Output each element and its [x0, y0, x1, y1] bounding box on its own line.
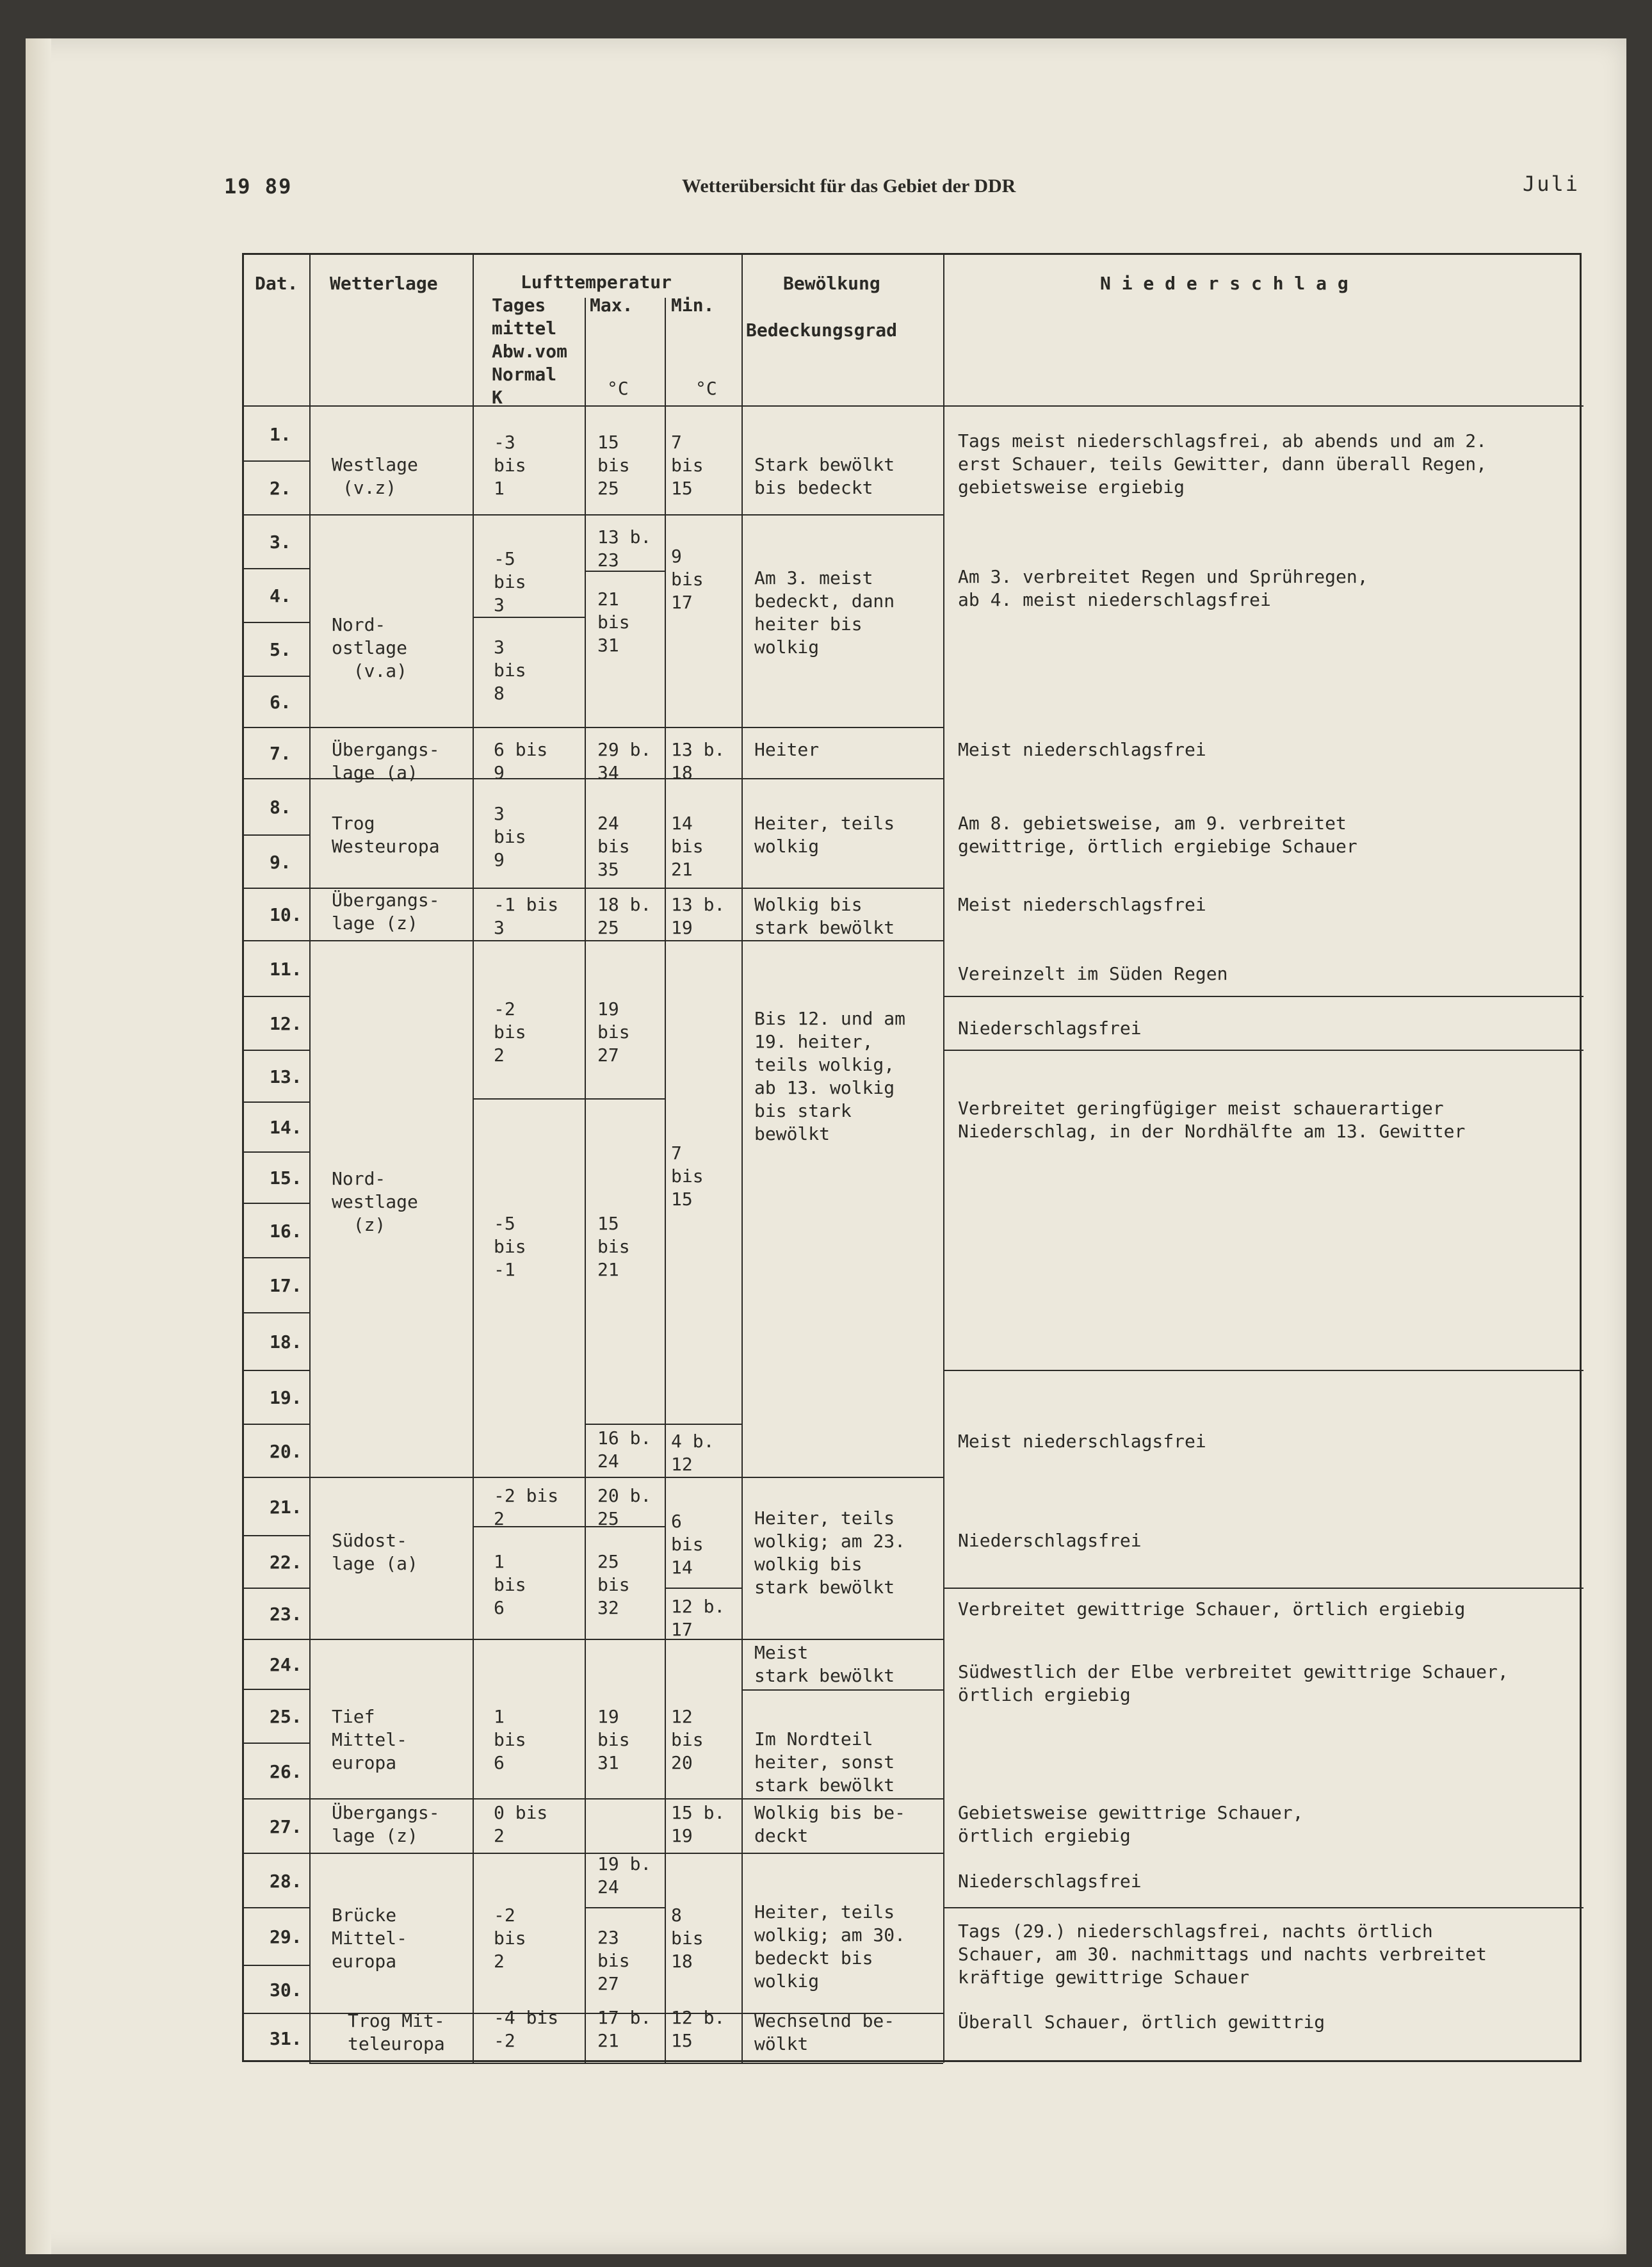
weather-situation: Übergangs- lage (a)	[332, 739, 440, 783]
max-temp: 18 b. 25	[597, 894, 652, 938]
group-divider	[309, 1798, 943, 1800]
col-divider-mean	[473, 255, 474, 2063]
precipitation: Südwestlich der Elbe verbreitet gewittrige Schauer, örtlich ergiebig	[958, 1661, 1509, 1705]
date-cell: 30.	[270, 1979, 302, 2001]
header-title: Wetterübersicht für das Gebiet der DDR	[682, 175, 1016, 197]
date-cell: 10.	[270, 904, 302, 925]
cloud-cover: Bis 12. und am 19. heiter, teils wolkig, ab 13. wolkig bis stark bewölkt	[754, 1008, 906, 1144]
header-year: 19 89	[224, 174, 293, 199]
date-row-divider	[244, 996, 309, 997]
date-cell: 20.	[270, 1440, 302, 1462]
cloud-cover: Heiter	[754, 739, 820, 760]
date-row-divider	[244, 940, 309, 941]
header-cloud: Bewölkung	[783, 273, 880, 294]
precipitation: Überall Schauer, örtlich gewittrig	[958, 2011, 1325, 2033]
date-row-divider	[244, 888, 309, 889]
date-row-divider	[244, 1203, 309, 1204]
date-row-divider	[244, 1907, 309, 1908]
date-row-divider	[244, 1370, 309, 1371]
mean-temp: -5 bis -1	[494, 1213, 526, 1280]
date-cell: 13.	[270, 1066, 302, 1087]
date-row-divider	[244, 514, 309, 516]
date-cell: 6.	[270, 692, 291, 713]
max-temp: 15 bis 21	[597, 1213, 630, 1280]
date-cell: 1.	[270, 424, 291, 445]
header-temp-max: Max.	[590, 295, 633, 316]
cloud-cover: Wolkig bis be- deckt	[754, 1802, 906, 1846]
date-cell: 31.	[270, 2028, 302, 2049]
weather-situation: Trog Westeuropa	[332, 813, 440, 857]
weather-situation: Nord- westlage (z)	[332, 1168, 418, 1235]
cloud-cover: Wechselnd be- wölkt	[754, 2010, 895, 2054]
group-divider	[309, 2063, 943, 2064]
date-cell: 18.	[270, 1331, 302, 1353]
cloud-cover: Am 3. meist bedeckt, dann heiter bis wolkig	[754, 567, 895, 658]
date-cell: 15.	[270, 1167, 302, 1189]
min-temp: 6 bis 14	[671, 1511, 704, 1578]
date-row-divider	[244, 1257, 309, 1258]
date-row-divider	[244, 834, 309, 836]
group-divider	[309, 1477, 943, 1478]
mean-temp: 6 bis 9	[494, 739, 548, 783]
date-cell: 2.	[270, 478, 291, 499]
header-unit-min: °C	[695, 378, 717, 399]
mean-temp: 1 bis 6	[494, 1551, 526, 1618]
date-row-divider	[244, 1743, 309, 1744]
precipitation: Tags meist niederschlagsfrei, ab abends und am 2. erst Schauer, teils Gewitter, dann überall Regen, gebietsweise ergiebig	[958, 430, 1487, 498]
mean-temp: -3 bis 1	[494, 432, 526, 499]
mean-temp: 3 bis 9	[494, 803, 526, 870]
date-cell: 8.	[270, 797, 291, 818]
precip-divider	[943, 1050, 1583, 1051]
cloud-cover: Heiter, teils wolkig; am 30. bedeckt bis wolkig	[754, 1901, 906, 1992]
cloud-divider	[741, 1689, 943, 1691]
mean-divider	[473, 617, 585, 618]
header-precip: N i e d e r s c h l a g	[1100, 273, 1348, 294]
weather-situation: Brücke Mittel- europa	[332, 1905, 408, 1972]
mean-temp: 1 bis 6	[494, 1706, 526, 1773]
mean-temp: -4 bis -2	[494, 2007, 559, 2051]
col-divider-precip	[943, 255, 944, 2063]
date-cell: 25.	[270, 1706, 302, 1727]
min-temp: 14 bis 21	[671, 813, 704, 880]
header-month: Juli	[1523, 172, 1580, 196]
precipitation: Am 8. gebietsweise, am 9. verbreitet gewittrige, örtlich ergiebige Schauer	[958, 813, 1357, 857]
header-cloud-sub: Bedeckungsgrad	[746, 320, 898, 341]
group-divider	[309, 1639, 943, 1640]
date-cell: 17.	[270, 1275, 302, 1296]
mean-temp: -5 bis 3	[494, 548, 526, 615]
date-row-divider	[244, 1477, 309, 1478]
min-temp: 12 bis 20	[671, 1706, 704, 1773]
precipitation: Gebietsweise gewittrige Schauer, örtlich ergiebig	[958, 1802, 1304, 1846]
max-temp: 24 bis 35	[597, 813, 630, 880]
precipitation: Niederschlagsfrei	[958, 1871, 1142, 1892]
max-temp: 19 b. 24	[597, 1853, 652, 1897]
date-row-divider	[244, 1101, 309, 1103]
mean-temp: 3 bis 8	[494, 637, 526, 704]
max-temp: 20 b. 25	[597, 1485, 652, 1529]
date-cell: 3.	[270, 532, 291, 553]
mean-temp: 0 bis 2	[494, 1802, 548, 1846]
max-divider	[585, 1907, 665, 1908]
max-temp: 29 b. 34	[597, 739, 652, 783]
precip-divider	[943, 1907, 1583, 1908]
max-temp: 19 bis 31	[597, 1706, 630, 1773]
date-cell: 16.	[270, 1220, 302, 1242]
cloud-cover: Stark bewölkt bis bedeckt	[754, 454, 895, 498]
date-cell: 21.	[270, 1496, 302, 1518]
weather-situation: Tief Mittel- europa	[332, 1706, 408, 1773]
date-row-divider	[244, 568, 309, 569]
mean-divider	[473, 1098, 585, 1100]
date-cell: 12.	[270, 1013, 302, 1034]
precipitation: Meist niederschlagsfrei	[958, 739, 1206, 760]
min-temp: 13 b. 18	[671, 739, 725, 783]
precipitation: Verbreitet gewittrige Schauer, örtlich ergiebig	[958, 1598, 1466, 1620]
date-row-divider	[244, 1535, 309, 1536]
date-row-divider	[244, 1050, 309, 1051]
date-row-divider	[244, 2013, 309, 2014]
precipitation: Verbreitet geringfügiger meist schauerartiger Niederschlag, in der Nordhälfte am 13. Gewitter	[958, 1098, 1466, 1142]
date-cell: 22.	[270, 1552, 302, 1573]
max-temp: 19 bis 27	[597, 998, 630, 1066]
max-divider	[585, 1424, 665, 1425]
mean-temp: -2 bis 2	[494, 998, 526, 1066]
precipitation: Meist niederschlagsfrei	[958, 1431, 1206, 1452]
weather-situation: Westlage (v.z)	[332, 454, 418, 498]
precip-divider	[943, 996, 1583, 997]
date-cell: 27.	[270, 1816, 302, 1837]
weather-situation: Übergangs- lage (z)	[332, 890, 440, 934]
date-row-divider	[244, 460, 309, 462]
date-row-divider	[244, 1798, 309, 1800]
min-temp: 13 b. 19	[671, 894, 725, 938]
min-temp: 9 bis 17	[671, 546, 704, 613]
date-row-divider	[244, 1689, 309, 1690]
cloud-cover: Wolkig bis stark bewölkt	[754, 894, 895, 938]
precipitation: Niederschlagsfrei	[958, 1530, 1142, 1551]
weather-table	[242, 253, 1582, 2062]
precip-divider	[943, 1588, 1583, 1589]
date-cell: 24.	[270, 1654, 302, 1675]
precipitation: Meist niederschlagsfrei	[958, 894, 1206, 915]
col-divider-weather	[309, 255, 311, 2063]
date-cell: 9.	[270, 851, 291, 873]
cloud-cover: Meist stark bewölkt	[754, 1642, 895, 1686]
precipitation: Am 3. verbreitet Regen und Sprühregen, ab 4. meist niederschlagsfrei	[958, 566, 1368, 610]
date-row-divider	[244, 676, 309, 677]
group-divider	[309, 727, 943, 728]
header-unit-max: °C	[607, 378, 629, 399]
col-divider-cloud	[741, 255, 743, 2063]
cloud-cover: Heiter, teils wolkig; am 23. wolkig bis stark bewölkt	[754, 1507, 906, 1598]
max-temp: 13 b. 23	[597, 526, 652, 571]
date-cell: 19.	[270, 1387, 302, 1408]
min-divider	[665, 1424, 741, 1425]
cloud-cover: Heiter, teils wolkig	[754, 813, 895, 857]
min-temp: 15 b. 19	[671, 1802, 725, 1846]
date-cell: 23.	[270, 1604, 302, 1625]
mean-temp: -2 bis 2	[494, 1485, 559, 1529]
date-cell: 11.	[270, 958, 302, 980]
mean-temp: -1 bis 3	[494, 894, 559, 938]
group-divider	[309, 514, 943, 516]
precipitation: Niederschlagsfrei	[958, 1018, 1142, 1039]
date-row-divider	[244, 1965, 309, 1966]
max-temp: 15 bis 25	[597, 432, 630, 499]
min-temp: 7 bis 15	[671, 1142, 704, 1210]
date-cell: 4.	[270, 585, 291, 606]
header-temp-mean: Tages mittel Abw.vom Normal K	[492, 295, 568, 408]
date-row-divider	[244, 1312, 309, 1313]
max-temp: 25 bis 32	[597, 1551, 630, 1618]
header-temp-min: Min.	[671, 295, 715, 316]
date-row-divider	[244, 727, 309, 728]
date-cell: 26.	[270, 1760, 302, 1782]
precip-divider	[943, 1370, 1583, 1371]
page-edge	[26, 38, 51, 2254]
date-cell: 7.	[270, 743, 291, 764]
header-date: Dat.	[255, 273, 298, 294]
min-temp: 12 b. 15	[671, 2007, 725, 2051]
min-temp: 4 b. 12	[671, 1431, 715, 1475]
date-row-divider	[244, 1424, 309, 1425]
date-cell: 14.	[270, 1117, 302, 1138]
max-temp: 21 bis 31	[597, 589, 630, 656]
min-temp: 7 bis 15	[671, 432, 704, 499]
date-row-divider	[244, 622, 309, 623]
header-divider	[244, 405, 1583, 407]
precipitation: Tags (29.) niederschlagsfrei, nachts örtlich Schauer, am 30. nachmittags und nachts verbreitet kräftige gewittrige Schauer	[958, 1921, 1487, 1988]
group-divider	[309, 940, 943, 941]
max-temp: 17 b. 21	[597, 2007, 652, 2051]
min-divider	[665, 1588, 741, 1589]
weather-situation: Übergangs- lage (z)	[332, 1802, 440, 1846]
min-temp: 8 bis 18	[671, 1905, 704, 1972]
max-temp: 23 bis 27	[597, 1927, 630, 1994]
min-temp: 12 b. 17	[671, 1596, 725, 1640]
precipitation: Vereinzelt im Süden Regen	[958, 963, 1228, 984]
date-row-divider	[244, 778, 309, 779]
date-row-divider	[244, 1588, 309, 1589]
date-row-divider	[244, 1639, 309, 1640]
date-row-divider	[244, 1853, 309, 1854]
cloud-cover: Im Nordteil heiter, sonst stark bewölkt	[754, 1728, 895, 1796]
date-row-divider	[244, 1151, 309, 1153]
date-cell: 5.	[270, 639, 291, 660]
weather-situation: Nord- ostlage (v.a)	[332, 614, 408, 681]
weather-situation: Südost- lage (a)	[332, 1530, 418, 1574]
date-cell: 28.	[270, 1870, 302, 1892]
weather-situation: Trog Mit- teleuropa	[348, 2010, 445, 2054]
date-cell: 29.	[270, 1926, 302, 1947]
header-weather: Wetterlage	[330, 273, 438, 294]
header-temp: Lufttemperatur	[521, 272, 672, 293]
mean-temp: -2 bis 2	[494, 1905, 526, 1972]
max-divider	[585, 1098, 665, 1100]
max-temp: 16 b. 24	[597, 1427, 652, 1472]
